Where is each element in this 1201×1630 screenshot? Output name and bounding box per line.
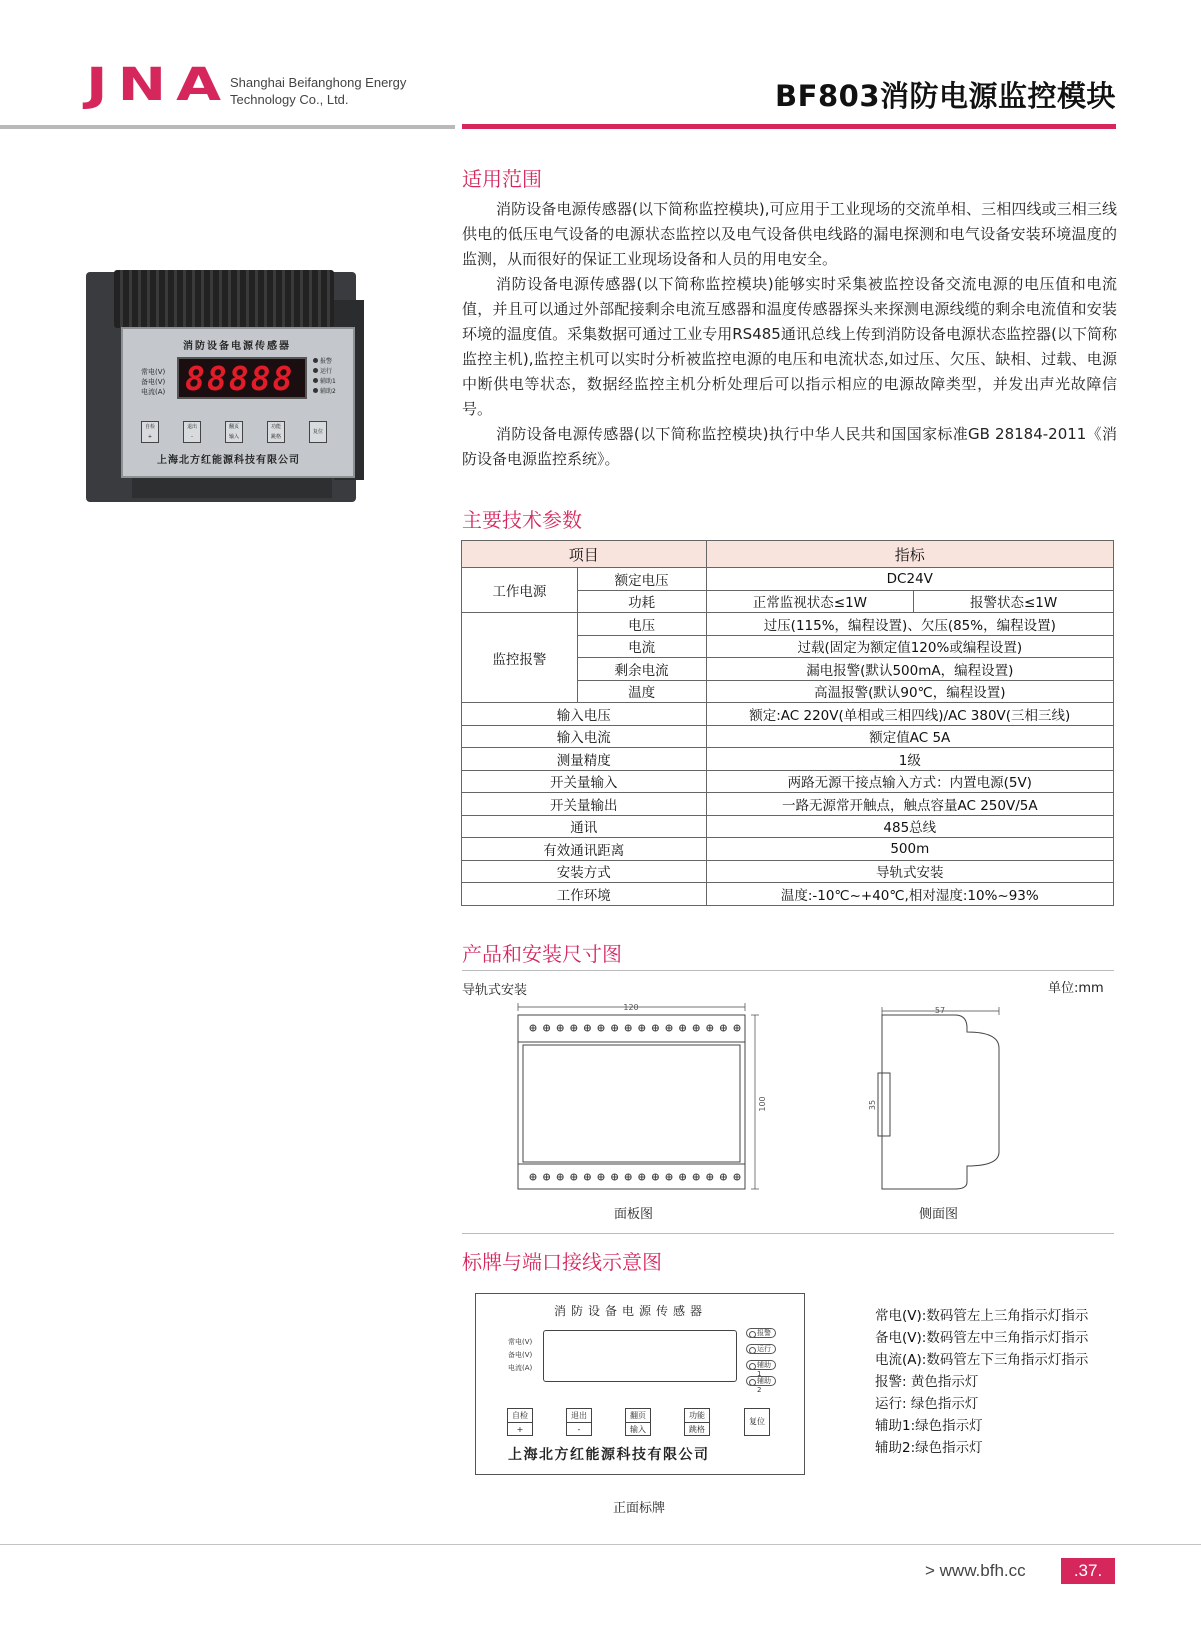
section-title-scope: 适用范围 bbox=[462, 167, 542, 191]
spec-name: 开关量输入 bbox=[462, 770, 707, 793]
table-row bbox=[462, 838, 1114, 861]
nameplate-led: 辅助2 bbox=[746, 1376, 776, 1386]
device-label: 常电(V) bbox=[141, 368, 166, 376]
device-display-digits: 88888 bbox=[185, 359, 295, 398]
nameplate-display-window bbox=[543, 1330, 737, 1382]
device-digital-display bbox=[177, 357, 307, 399]
table-row bbox=[462, 883, 1114, 906]
nameplate-button-label: 输入 bbox=[626, 1422, 650, 1436]
table-header-value: 指标 bbox=[706, 541, 1113, 568]
nameplate-labels bbox=[508, 1336, 532, 1375]
spec-value: 过压(115%，编程设置)、欠压(85%，编程设置) bbox=[706, 613, 1113, 636]
header-divider-left bbox=[0, 125, 455, 129]
front-caption: 面板图 bbox=[614, 1207, 654, 1222]
dimension-drawing bbox=[515, 1002, 1015, 1192]
spec-group-monitor: 监控报警 bbox=[462, 613, 578, 703]
spec-value: 正常监视状态≤1W bbox=[706, 590, 914, 613]
device-button bbox=[267, 421, 285, 443]
nameplate-label: 常电(V) bbox=[508, 1338, 533, 1346]
side-view-drawing bbox=[878, 1007, 999, 1189]
section-divider bbox=[462, 1233, 1114, 1234]
nameplate-button-label: 功能 bbox=[689, 1411, 705, 1420]
table-row bbox=[462, 815, 1114, 838]
nameplate-led: 运行 bbox=[746, 1344, 776, 1354]
spec-value: 导轨式安装 bbox=[706, 860, 1113, 883]
product-photo bbox=[84, 270, 366, 506]
spec-value: 过载(固定为额定值120%或编程设置) bbox=[706, 635, 1113, 658]
nameplate-led: 报警 bbox=[746, 1328, 776, 1338]
legend-item: 常电(V):数码管左上三角指示灯指示 bbox=[875, 1308, 1089, 1324]
legend-item: 运行: 绿色指示灯 bbox=[875, 1396, 979, 1412]
front-nameplate bbox=[475, 1293, 805, 1475]
nameplate-label: 电流(A) bbox=[508, 1364, 533, 1372]
device-labels bbox=[141, 367, 165, 397]
spec-name: 电压 bbox=[577, 613, 706, 636]
nameplate-led: 辅助1 bbox=[746, 1360, 776, 1370]
section-title-specs: 主要技术参数 bbox=[462, 508, 582, 532]
scope-text bbox=[462, 197, 1117, 472]
spec-name: 输入电流 bbox=[462, 725, 707, 748]
spec-group-power: 工作电源 bbox=[462, 568, 578, 613]
nameplate-button-label: 翻页 bbox=[630, 1411, 646, 1420]
spec-value: 报警状态≤1W bbox=[914, 590, 1114, 613]
company-name-line2: Technology Co., Ltd. bbox=[230, 92, 349, 107]
device-button bbox=[225, 421, 243, 443]
table-header-row bbox=[462, 541, 1114, 568]
specs-table bbox=[461, 540, 1114, 906]
spec-name: 输入电压 bbox=[462, 703, 707, 726]
device-bottom bbox=[132, 478, 332, 498]
spec-name: 通讯 bbox=[462, 815, 707, 838]
spec-value: 1级 bbox=[706, 748, 1113, 771]
table-row bbox=[462, 613, 1114, 636]
spec-name: 剩余电流 bbox=[577, 658, 706, 681]
header-divider-right bbox=[462, 124, 1116, 129]
device-button-label: - bbox=[191, 434, 193, 440]
legend-item: 辅助1:绿色指示灯 bbox=[875, 1418, 983, 1434]
scope-paragraph: 消防设备电源传感器(以下简称监控模块)能够实时采集被监控设备交流电源的电压值和电流值，并且可以通过外部配接剩余电流互感器和温度传感器探头来探测电源线缆的剩余电流值和安装环境的温度值。采集数据可通过工业专用RS485通讯总线上传到消防设备电源状态监控器(以下简称监控主机),监控主机可以实时分析被监控电源的电压和电流状态,如过压、欠压、缺相、过载、电源中断供电等状态，数据经监控主机分析处理后可以指示相应的电源故障类型，并发出声光故障信号。 bbox=[462, 275, 1117, 418]
device-button bbox=[309, 421, 327, 443]
company-name bbox=[230, 74, 406, 108]
device-button-label: + bbox=[147, 434, 153, 440]
device-face-title: 消防设备电源传感器 bbox=[183, 341, 291, 352]
legend-item: 报警: 黄色指示灯 bbox=[875, 1374, 979, 1390]
nameplate-button-label: 复位 bbox=[749, 1417, 765, 1426]
spec-name: 电流 bbox=[577, 635, 706, 658]
spec-value: 485总线 bbox=[706, 815, 1113, 838]
nameplate-leds bbox=[746, 1328, 776, 1392]
device-faceplate bbox=[121, 327, 355, 478]
table-row bbox=[462, 703, 1114, 726]
device-led: 运行 bbox=[313, 367, 336, 377]
nameplate-button-label: 退出 bbox=[571, 1411, 587, 1420]
nameplate-caption: 正面标牌 bbox=[613, 1501, 666, 1516]
nameplate-button-label: + bbox=[508, 1422, 532, 1436]
side-rail-dim: 35 bbox=[868, 1099, 877, 1111]
section-divider bbox=[462, 970, 1114, 971]
device-buttons bbox=[141, 421, 341, 445]
scope-paragraph: 消防设备电源传感器(以下简称监控模块)执行中华人民共和国国家标准GB 28184-2011《消防设备电源监控系统》。 bbox=[462, 425, 1117, 468]
device-button-label: 退出 bbox=[186, 424, 197, 430]
device-button-label: 输入 bbox=[228, 434, 239, 440]
table-header-item: 项目 bbox=[462, 541, 707, 568]
spec-name: 安装方式 bbox=[462, 860, 707, 883]
spec-value: 额定:AC 220V(单相或三相四线)/AC 380V(三相三线) bbox=[706, 703, 1113, 726]
unit-label: 单位:mm bbox=[1048, 981, 1104, 996]
spec-value: 漏电报警(默认500mA，编程设置) bbox=[706, 658, 1113, 681]
spec-value: DC24V bbox=[706, 568, 1113, 591]
legend-item: 电流(A):数码管左下三角指示灯指示 bbox=[875, 1352, 1089, 1368]
footer-url: > www.bfh.cc bbox=[925, 1561, 1026, 1580]
device-button bbox=[183, 421, 201, 443]
spec-name: 测量精度 bbox=[462, 748, 707, 771]
spec-value: 额定值AC 5A bbox=[706, 725, 1113, 748]
nameplate-title: 消防设备电源传感器 bbox=[554, 1304, 708, 1318]
device-button-label: 功能 bbox=[270, 424, 281, 430]
spec-name: 有效通讯距离 bbox=[462, 838, 707, 861]
device-button-label: 复位 bbox=[312, 429, 323, 435]
footer-divider bbox=[0, 1544, 1201, 1545]
spec-name: 开关量输出 bbox=[462, 793, 707, 816]
spec-name: 工作环境 bbox=[462, 883, 707, 906]
table-row bbox=[462, 770, 1114, 793]
section-title-nameplate: 标牌与端口接线示意图 bbox=[462, 1250, 662, 1274]
legend-item: 辅助2:绿色指示灯 bbox=[875, 1440, 983, 1456]
spec-value: 高温报警(默认90℃，编程设置) bbox=[706, 680, 1113, 703]
table-row bbox=[462, 568, 1114, 591]
nameplate-button-label: 自检 bbox=[512, 1411, 528, 1420]
device-terminals bbox=[114, 270, 334, 328]
scope-paragraph: 消防设备电源传感器(以下简称监控模块),可应用于工业现场的交流单相、三相四线或三相三线供电的低压电气设备的电源状态监控以及电气设备供电线路的漏电探测和电气设备安装环境温度的监测，从而很好的保证工业现场设备和人员的用电安全。 bbox=[462, 200, 1117, 268]
device-led-indicators bbox=[313, 357, 336, 397]
device-button-label: 跳格 bbox=[270, 434, 281, 440]
page-title: BF803消防电源监控模块 bbox=[775, 79, 1116, 113]
nameplate-button-reset bbox=[744, 1408, 770, 1436]
nameplate-button-label: - bbox=[567, 1422, 591, 1436]
front-panel-drawing bbox=[518, 1003, 759, 1189]
spec-name: 温度 bbox=[577, 680, 706, 703]
nameplate-company: 上海北方红能源科技有限公司 bbox=[508, 1447, 710, 1463]
device-company: 上海北方红能源科技有限公司 bbox=[157, 455, 300, 466]
spec-value: 一路无源常开触点，触点容量AC 250V/5A bbox=[706, 793, 1113, 816]
front-height-dim: 100 bbox=[758, 1096, 767, 1112]
table-row bbox=[462, 793, 1114, 816]
device-button-label: 翻页 bbox=[228, 424, 239, 430]
company-logo: JNA bbox=[86, 58, 232, 112]
spec-value: 两路无源干接点输入方式：内置电源(5V) bbox=[706, 770, 1113, 793]
front-width-dim: 120 bbox=[623, 1003, 639, 1012]
device-label: 备电(V) bbox=[141, 378, 166, 386]
device-led: 报警 bbox=[313, 357, 336, 367]
side-caption: 侧面图 bbox=[919, 1207, 959, 1222]
spec-name: 额定电压 bbox=[577, 568, 706, 591]
nameplate-legend bbox=[875, 1305, 1088, 1459]
nameplate-button-selftest bbox=[507, 1408, 533, 1436]
side-width-dim: 57 bbox=[934, 1006, 946, 1015]
nameplate-label: 备电(V) bbox=[508, 1351, 533, 1359]
legend-item: 备电(V):数码管左中三角指示灯指示 bbox=[875, 1330, 1089, 1346]
page-number: .37. bbox=[1061, 1558, 1115, 1584]
spec-value: 500m bbox=[706, 838, 1113, 861]
company-name-line1: Shanghai Beifanghong Energy bbox=[230, 75, 407, 90]
nameplate-button-page bbox=[625, 1408, 651, 1436]
nameplate-button-label: 跳格 bbox=[685, 1422, 709, 1436]
device-button-label: 自检 bbox=[144, 424, 155, 430]
table-row bbox=[462, 748, 1114, 771]
device-label: 电流(A) bbox=[141, 388, 166, 396]
device-led: 辅助1 bbox=[313, 377, 336, 387]
table-row bbox=[462, 860, 1114, 883]
table-row bbox=[462, 725, 1114, 748]
nameplate-button-function bbox=[684, 1408, 710, 1436]
spec-value: 温度:-10℃~+40℃,相对湿度:10%~93% bbox=[706, 883, 1113, 906]
device-led: 辅助2 bbox=[313, 387, 336, 397]
device-button bbox=[141, 421, 159, 443]
section-title-dimensions: 产品和安装尺寸图 bbox=[462, 942, 622, 966]
nameplate-button-exit bbox=[566, 1408, 592, 1436]
spec-name: 功耗 bbox=[577, 590, 706, 613]
mount-label: 导轨式安装 bbox=[462, 983, 528, 998]
